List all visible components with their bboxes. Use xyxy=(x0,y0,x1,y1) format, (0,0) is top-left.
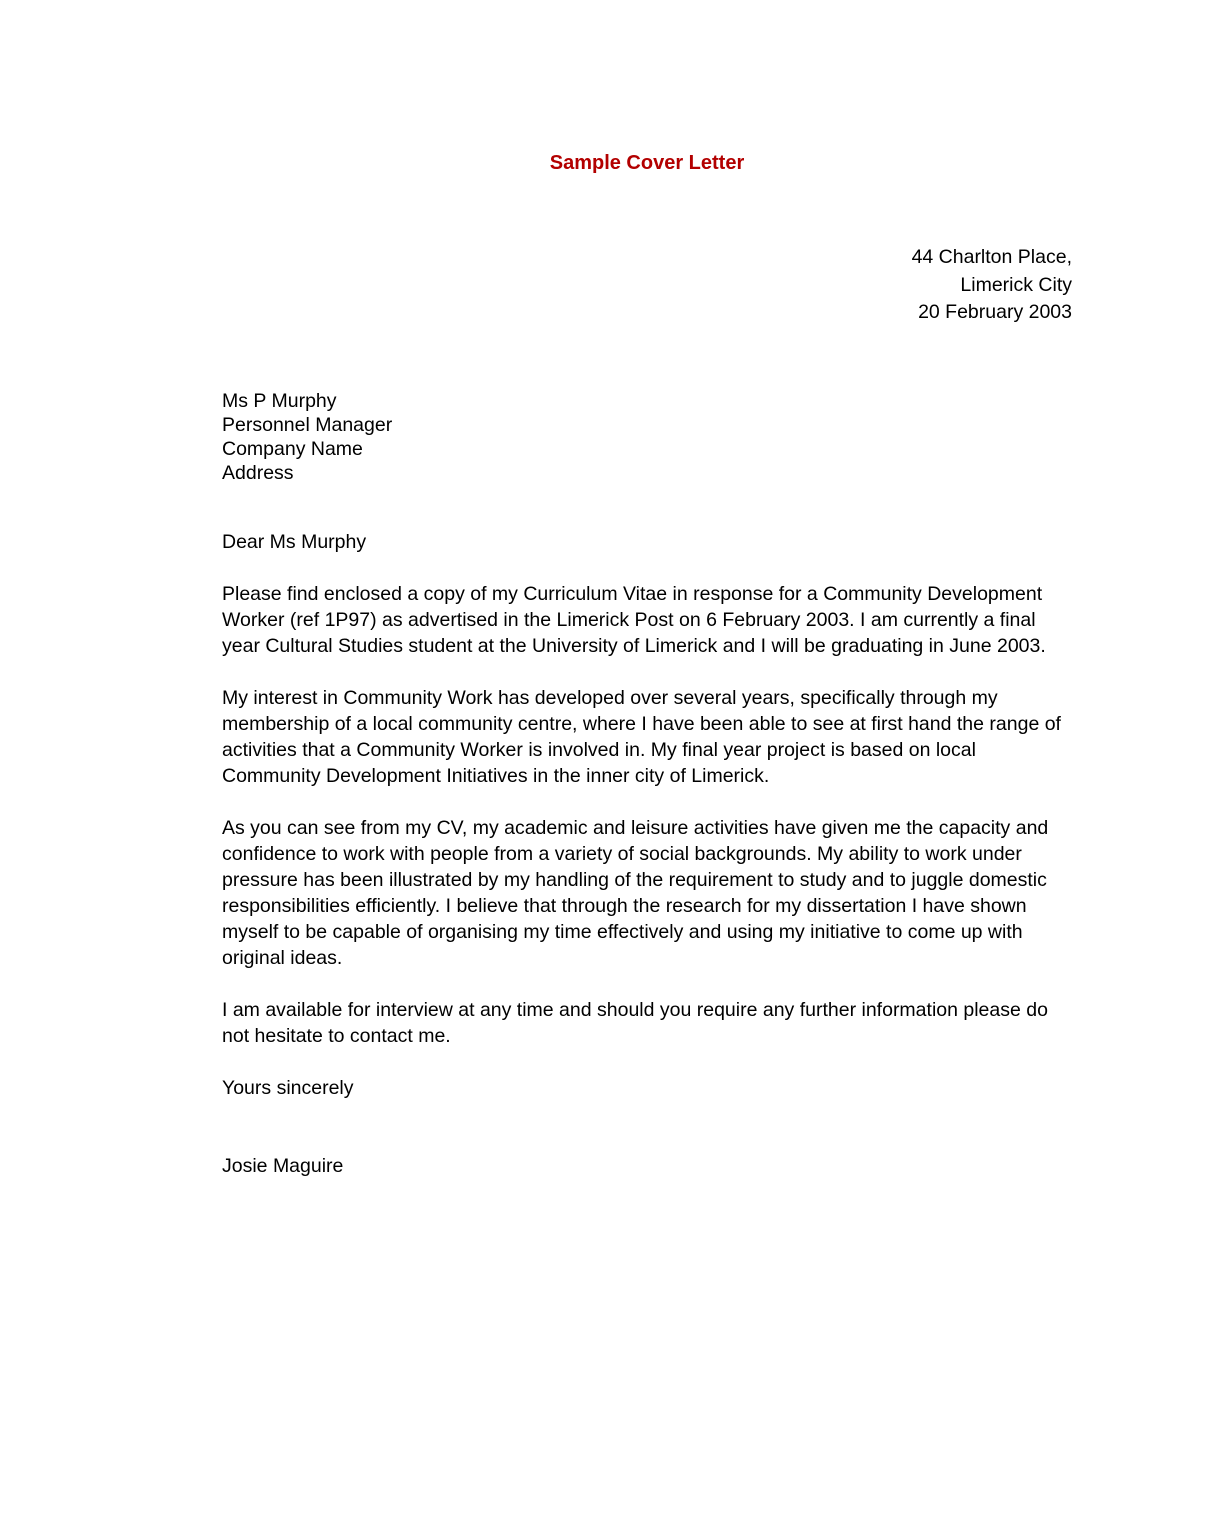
paragraph-availability: I am available for interview at any time and should you require any further information please do not hesitate to contact me. xyxy=(222,998,1048,1047)
paragraph-introduction: Please find enclosed a copy of my Curriculum Vitae in response for a Community Development Worker (ref 1P97) as advertised in the Limerick Post on 6 February 2003. I am currently a final year Cultural Studies student at the University of Limerick and I will be graduating in June 2003. xyxy=(222,582,1046,657)
letter-content xyxy=(222,150,1072,1179)
recipient-address: Address xyxy=(222,461,294,484)
paragraph-interest: My interest in Community Work has developed over several years, specifically through my membership of a local community centre, where I have been able to see at first hand the range of activities that a Community Worker is involved in. My final year project is based on local Community Development Initiatives in the inner city of Limerick. xyxy=(222,686,1061,787)
recipient-title: Personnel Manager xyxy=(222,413,393,436)
paragraph-skills: As you can see from my CV, my academic and leisure activities have given me the capacity and confidence to work with people from a variety of social backgrounds. My ability to work under pressure has been illustrated by my handling of the requirement to study and to juggle domestic responsibilities efficiently. I believe that through the research for my dissertation I have shown myself to be capable of organising my time effectively and using my initiative to come up with original ideas. xyxy=(222,816,1049,969)
closing: Yours sincerely xyxy=(222,1076,354,1099)
sender-address-block xyxy=(222,244,1072,327)
recipient-address-block xyxy=(222,389,1072,485)
sender-address-line: Limerick City xyxy=(960,273,1072,296)
sender-address-line: 44 Charlton Place, xyxy=(911,246,1072,268)
salutation: Dear Ms Murphy xyxy=(222,530,367,553)
letter-title: Sample Cover Letter xyxy=(549,152,745,174)
letter-date: 20 February 2003 xyxy=(918,301,1072,323)
recipient-name: Ms P Murphy xyxy=(222,389,337,412)
recipient-company: Company Name xyxy=(222,437,363,460)
signature-name: Josie Maguire xyxy=(222,1154,344,1177)
